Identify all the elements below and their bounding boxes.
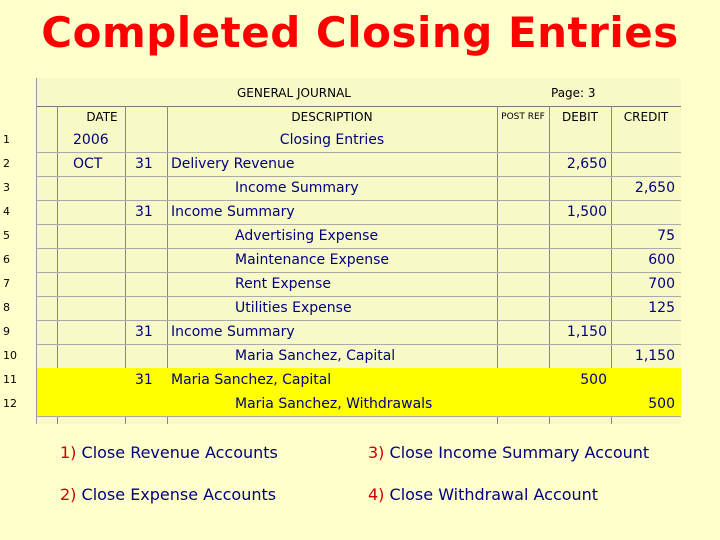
step-number: 1) [60,443,77,462]
table-row [3,128,681,153]
page-title: Completed Closing Entries [41,8,679,57]
col-header-credit: CREDIT [623,110,669,124]
credit-amount: 2,650 [634,180,675,196]
entry-description: Utilities Expense [235,300,352,316]
debit-amount: 500 [580,372,607,388]
table-row [3,344,681,369]
table-row [3,176,681,201]
col-header-post-ref: POST REF [501,112,545,122]
entry-description: Income Summary [171,204,295,220]
table-row [3,152,681,177]
row-number: 9 [3,325,10,338]
step-text: Close Income Summary Account [389,443,650,462]
step-text: Close Expense Accounts [81,485,277,504]
entry-description: Maria Sanchez, Withdrawals [235,396,433,412]
page-number: 3 [587,86,596,100]
table-row [3,392,681,417]
entry-description: Advertising Expense [235,228,379,244]
credit-amount: 700 [648,276,675,292]
row-number: 7 [3,277,10,290]
row-number: 2 [3,157,10,170]
credit-amount: 1,150 [634,348,675,364]
step-number: 3) [368,443,385,462]
row-number: 12 [3,397,17,410]
entry-description: Closing Entries [279,132,385,148]
credit-amount [611,200,675,224]
journal-page [551,86,596,100]
debit-amount [549,344,607,368]
debit-amount: 1,500 [566,204,607,220]
debit-amount [549,224,607,248]
row-number: 3 [3,181,10,194]
debit-amount: 2,650 [566,156,607,172]
table-row [3,248,681,273]
debit-amount [549,272,607,296]
credit-amount: 125 [648,300,675,316]
step-2 [60,485,276,504]
credit-amount: 75 [657,228,675,244]
entry-description: Maria Sanchez, Capital [235,348,396,364]
debit-amount [549,128,607,152]
journal-title: GENERAL JOURNAL [237,86,351,100]
col-header-debit: DEBIT [562,110,598,124]
general-journal [3,78,681,424]
table-row [3,224,681,249]
entry-description: Maria Sanchez, Capital [171,372,332,388]
debit-amount: 1,150 [566,324,607,340]
entry-description: Income Summary [171,324,295,340]
row-number: 10 [3,349,17,362]
debit-amount [549,176,607,200]
credit-amount: 500 [648,396,675,412]
table-row [3,368,681,393]
date-day: 31 [135,156,153,172]
step-1 [60,443,278,462]
step-number: 4) [368,485,385,504]
row-number: 4 [3,205,10,218]
date-day: 31 [135,324,153,340]
col-header-description: DESCRIPTION [291,110,373,124]
row-number: 8 [3,301,10,314]
step-3 [368,443,649,462]
row-number: 1 [3,133,10,146]
entry-description: Maintenance Expense [235,252,390,268]
entry-description: Delivery Revenue [171,156,295,172]
credit-amount [611,128,675,152]
entry-description: Rent Expense [235,276,331,292]
table-row [3,272,681,297]
credit-amount [611,368,675,392]
row-number: 11 [3,373,17,386]
row-number: 6 [3,253,10,266]
col-header-date: DATE [86,110,118,124]
entry-description: Income Summary [235,180,359,196]
table-row [3,296,681,321]
date-day: 31 [135,372,153,388]
debit-amount [549,248,607,272]
step-4 [368,485,598,504]
table-row [3,200,681,225]
page-label: Page: [551,86,585,100]
step-text: Close Withdrawal Account [389,485,599,504]
journal-header [37,78,681,107]
date-month: OCT [73,156,103,172]
credit-amount [611,320,675,344]
credit-amount: 600 [648,252,675,268]
step-text: Close Revenue Accounts [81,443,278,462]
date-year: 2006 [73,132,109,148]
date-day: 31 [135,204,153,220]
credit-amount [611,152,675,176]
row-number: 5 [3,229,10,242]
step-number: 2) [60,485,77,504]
debit-amount [549,296,607,320]
debit-amount [549,392,607,416]
table-row [3,320,681,345]
